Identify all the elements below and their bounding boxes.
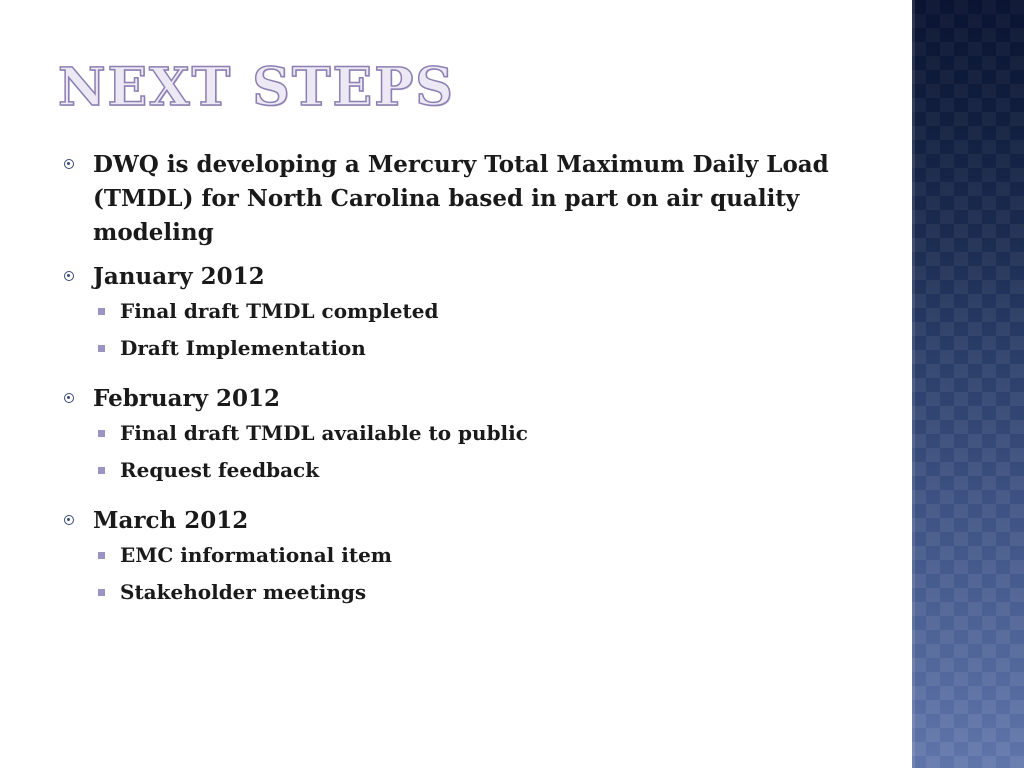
sub-bullet-item	[93, 420, 890, 457]
circle-dot-bullet-icon	[64, 159, 74, 169]
sub-bullet-text: Final draft TMDL available to public	[120, 421, 528, 445]
square-bullet-icon	[98, 308, 105, 315]
bullet-text: January 2012	[93, 263, 265, 290]
bullet-item	[60, 260, 890, 372]
bullet-text: DWQ is developing a Mercury Total Maximum Daily Load (TMDL) for North Carolina based in part on air quality modeling	[93, 151, 829, 246]
bullet-text: February 2012	[93, 385, 281, 412]
sub-bullet-text: Request feedback	[120, 458, 320, 482]
sub-bullet-text: Final draft TMDL completed	[120, 299, 439, 323]
sub-bullet-text: Draft Implementation	[120, 336, 366, 360]
bullet-item	[60, 382, 890, 494]
bullet-text: March 2012	[93, 507, 249, 534]
square-bullet-icon	[98, 345, 105, 352]
decorative-side-panel	[912, 0, 1024, 768]
square-bullet-icon	[98, 467, 105, 474]
sub-bullet-item	[93, 298, 890, 335]
square-bullet-icon	[98, 552, 105, 559]
side-panel-edge	[912, 0, 915, 768]
bullet-list	[60, 148, 890, 626]
sub-bullet-list	[93, 542, 890, 616]
slide-title: NEXT STEPS	[58, 57, 455, 118]
sub-bullet-text: EMC informational item	[120, 543, 392, 567]
sub-bullet-item	[93, 457, 890, 494]
sub-bullet-text: Stakeholder meetings	[120, 580, 367, 604]
bullet-item	[60, 504, 890, 616]
circle-dot-bullet-icon	[64, 393, 74, 403]
side-panel-shading	[912, 0, 1024, 768]
bullet-item	[60, 148, 890, 250]
square-bullet-icon	[98, 589, 105, 596]
sub-bullet-list	[93, 420, 890, 494]
sub-bullet-item	[93, 579, 890, 616]
sub-bullet-item	[93, 335, 890, 372]
circle-dot-bullet-icon	[64, 515, 74, 525]
square-bullet-icon	[98, 430, 105, 437]
sub-bullet-item	[93, 542, 890, 579]
circle-dot-bullet-icon	[64, 271, 74, 281]
sub-bullet-list	[93, 298, 890, 372]
